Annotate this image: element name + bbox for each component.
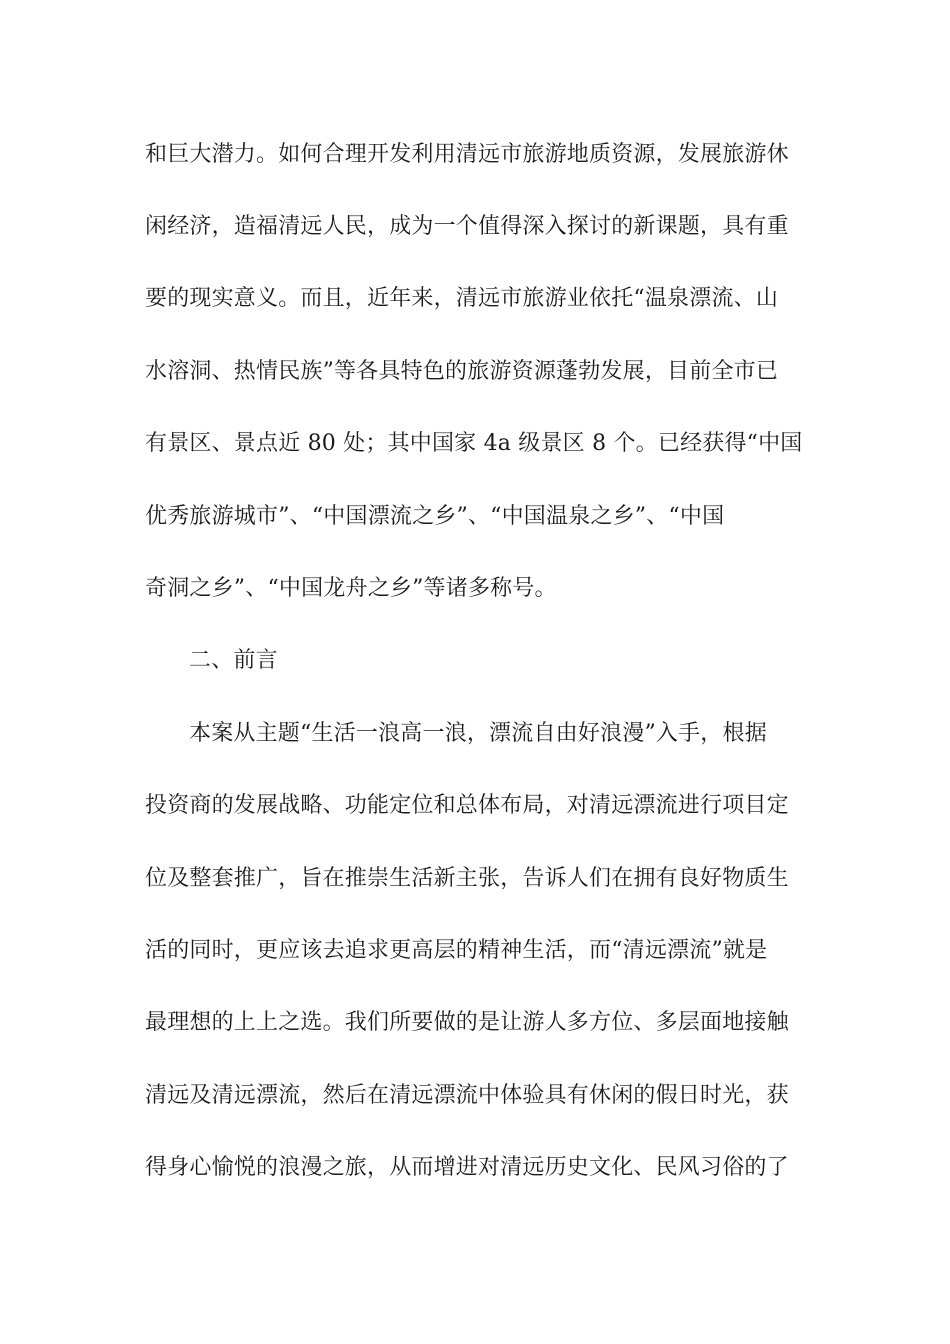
paragraph-line: 投资商的发展战略、功能定位和总体布局，对清远漂流进行项目定 [145, 793, 789, 818]
paragraph-line: 最理想的上上之选。我们所要做的是让游人多方位、多层面地接触 [145, 1010, 789, 1035]
paragraph-line: 闲经济，造福清远人民，成为一个值得深入探讨的新课题，具有重 [145, 214, 789, 239]
paragraph-line: 位及整套推广，旨在推崇生活新主张，告诉人们在拥有良好物质生 [145, 866, 789, 891]
paragraph-line: 得身心愉悦的浪漫之旅，从而增进对清远历史文化、民风习俗的了 [145, 1155, 789, 1180]
section-heading: 二、前言 [189, 648, 278, 673]
paragraph-line: 奇洞之乡”、“中国龙舟之乡”等诸多称号。 [145, 576, 557, 601]
paragraph-line: 和巨大潜力。如何合理开发利用清远市旅游地质资源，发展旅游休 [145, 142, 789, 167]
paragraph-line: 优秀旅游城市”、“中国漂流之乡”、“中国温泉之乡”、“中国 [145, 504, 725, 529]
paragraph-line: 清远及清远漂流，然后在清远漂流中体验具有休闲的假日时光，获 [145, 1083, 789, 1108]
paragraph-line: 活的同时，更应该去追求更高层的精神生活，而“清远漂流”就是 [145, 938, 768, 963]
paragraph-line: 本案从主题“生活一浪高一浪，漂流自由好浪漫”入手，根据 [189, 721, 767, 746]
paragraph-line: 有景区、景点近 80 处；其中国家 4a 级景区 8 个。已经获得“中国 [145, 431, 803, 456]
paragraph-line: 要的现实意义。而且，近年来，清远市旅游业依托“温泉漂流、山 [145, 286, 779, 311]
paragraph-line: 水溶洞、热情民族”等各具特色的旅游资源蓬勃发展，目前全市已 [145, 359, 779, 384]
